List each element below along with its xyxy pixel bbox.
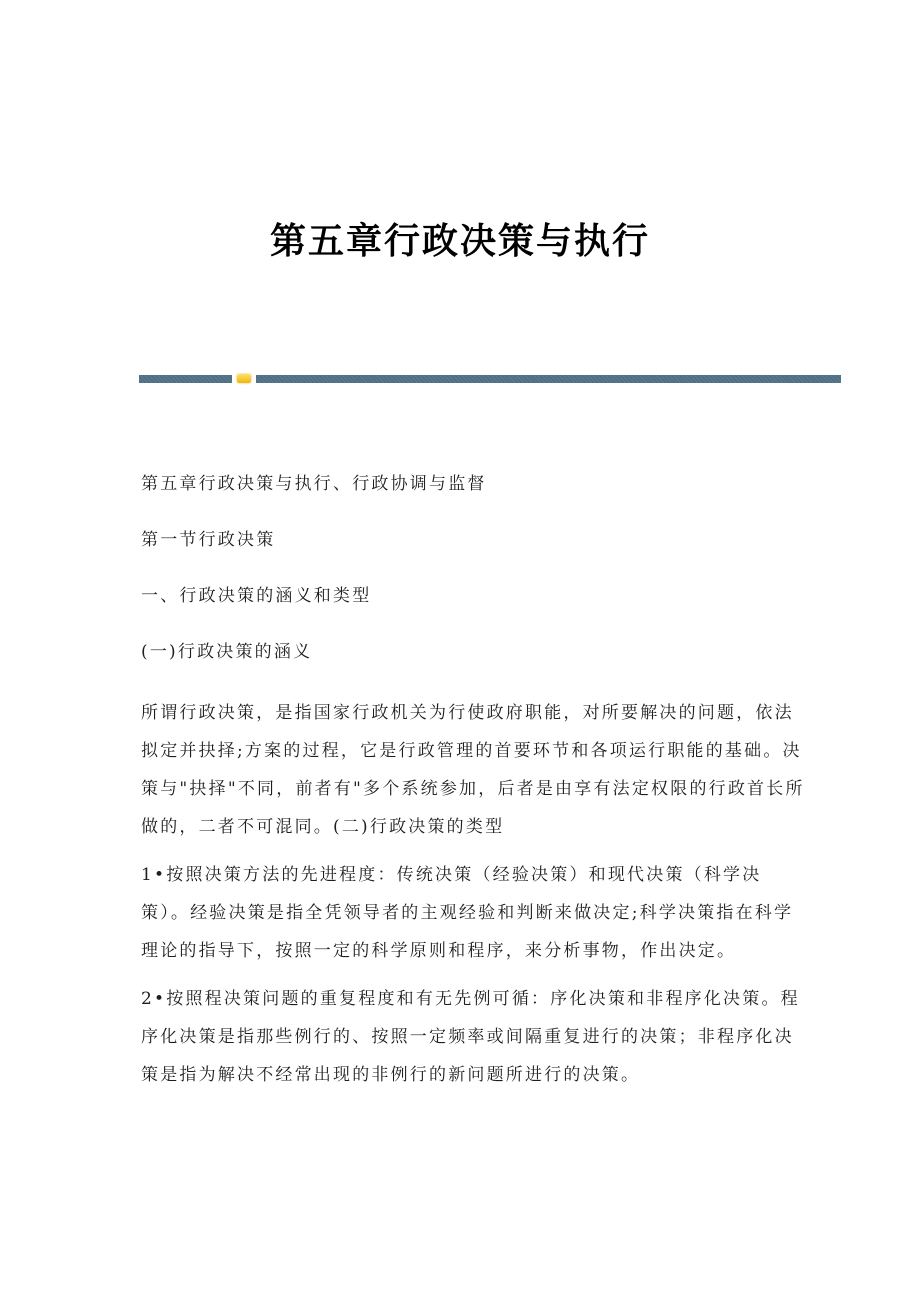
page-title: 第五章行政决策与执行	[269, 221, 650, 262]
sub-subsection-heading: (一)行政决策的涵义	[141, 642, 313, 662]
paragraph-line: 策）。经验决策是指全凭领导者的主观经验和判断来做决定;科学决策指在科学	[141, 903, 794, 923]
divider-ornament-icon	[237, 374, 251, 383]
paragraph-line: 做的，二者不可混同。(二)行政决策的类型	[141, 817, 505, 837]
type-1-paragraph	[141, 856, 794, 970]
paragraph-line: 2•按照程决策问题的重复程度和有无先例可循：序化决策和非程序化决策。程	[141, 989, 800, 1009]
type-2-paragraph	[141, 980, 800, 1094]
divider-bar-right	[256, 375, 841, 383]
paragraph-line: 拟定并抉择;方案的过程，它是行政管理的首要环节和各项运行职能的基础。决	[141, 741, 802, 761]
subsection-heading: 一、行政决策的涵义和类型	[141, 586, 372, 606]
paragraph-line: 理论的指导下，按照一定的科学原则和程序，来分析事物，作出决定。	[141, 941, 737, 961]
paragraph-line: 策与"抉择"不同，前者有"多个系统参加，后者是由享有法定权限的行政首长所	[141, 779, 805, 799]
document-body	[141, 470, 805, 1104]
divider-bar-left	[139, 375, 232, 383]
paragraph-line: 所谓行政决策，是指国家行政机关为行使政府职能，对所要解决的问题，依法	[141, 703, 794, 723]
paragraph-line: 1•按照决策方法的先进程度：传统决策（经验决策）和现代决策（科学决	[141, 865, 762, 885]
paragraph-line: 策是指为解决不经常出现的非例行的新问题所进行的决策。	[141, 1065, 641, 1085]
chapter-heading: 第五章行政决策与执行、行政协调与监督	[141, 474, 487, 494]
title-divider	[139, 375, 841, 384]
definition-paragraph	[141, 694, 805, 846]
section-heading: 第一节行政决策	[141, 530, 276, 550]
paragraph-line: 序化决策是指那些例行的、按照一定频率或间隔重复进行的决策；非程序化决	[141, 1027, 794, 1047]
